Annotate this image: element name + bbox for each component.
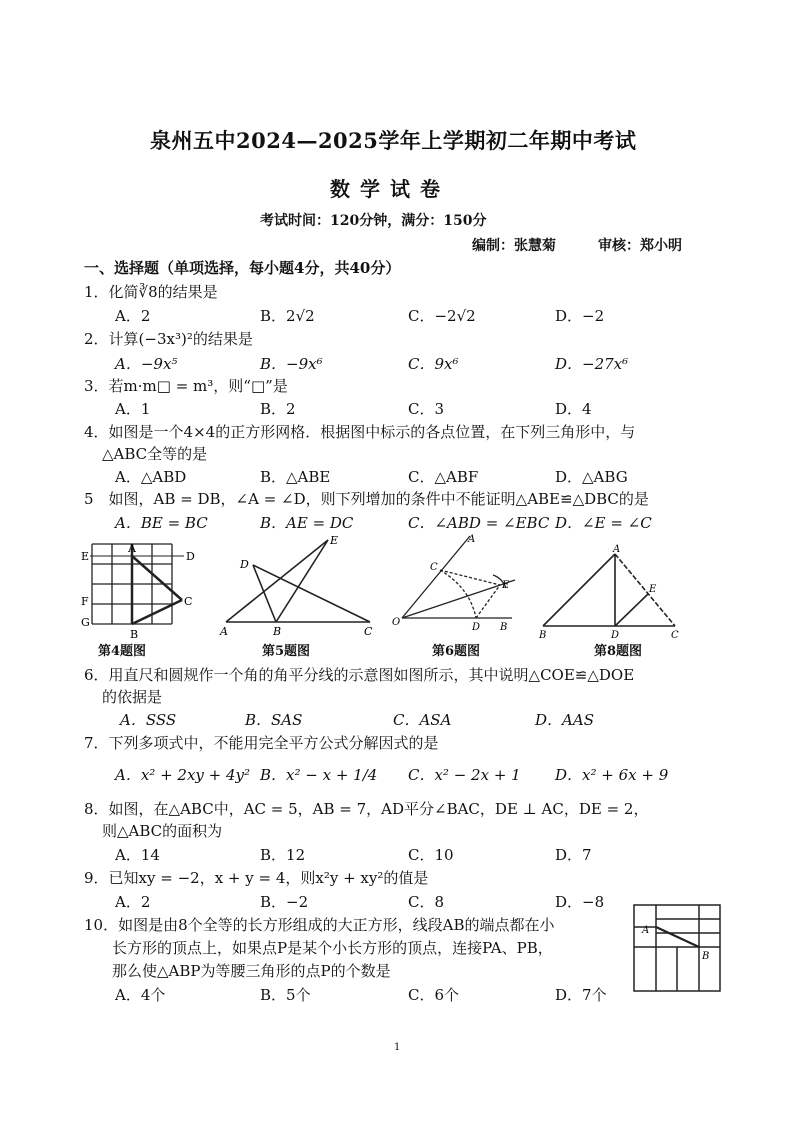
q3-option-d: D．4 xyxy=(555,400,592,418)
fig6-label-c: C xyxy=(430,562,438,573)
q6-option-c: C．ASA xyxy=(393,711,452,729)
fig5-label-b: B xyxy=(273,625,282,638)
fig4-label-a: A xyxy=(128,542,136,555)
fig8-label-a: A xyxy=(613,544,621,555)
question-4-line-2: △ABC全等的是 xyxy=(102,445,208,463)
q1-option-c: C．−2√2 xyxy=(408,307,476,325)
q1-option-d: D．−2 xyxy=(555,307,605,325)
fig4-label-d: D xyxy=(186,550,195,563)
question-10-line-3: 那么使△ABP为等腰三角形的点P的个数是 xyxy=(112,962,391,980)
q7-option-d: D．x² + 6x + 9 xyxy=(555,766,669,784)
q5-option-d: D．∠E = ∠C xyxy=(555,514,652,532)
fig10-label-b: B xyxy=(702,951,710,962)
q9-option-d: D．−8 xyxy=(555,893,605,911)
q3-option-c: C．3 xyxy=(408,400,445,418)
fig4-label-f: F xyxy=(81,595,89,608)
fig10-label-a: A xyxy=(642,925,650,936)
question-6-line-2: 的依据是 xyxy=(102,688,163,706)
q2-option-d: D．−27x⁶ xyxy=(555,355,629,373)
q1-option-b: B．2√2 xyxy=(260,307,315,325)
page-number: 1 xyxy=(394,1042,401,1053)
question-6-line-1: 6．用直尺和圆规作一个角的角平分线的示意图如图所示，其中说明△COE≌△DOE xyxy=(84,666,635,684)
q10-option-d: D．7个 xyxy=(555,986,607,1004)
figure-8-caption: 第8题图 xyxy=(594,644,643,659)
fig8-label-c: C xyxy=(671,630,679,640)
fig6-label-o: O xyxy=(392,617,401,628)
question-5: 5 如图，AB = DB，∠A = ∠D，则下列增加的条件中不能证明△ABE≌△DBC的是 xyxy=(84,490,649,508)
q4-option-d: D．△ABG xyxy=(555,468,628,486)
reviewer-credit: 审核：郑小明 xyxy=(598,238,682,254)
question-9: 9．已知xy = −2，x + y = 4，则x²y + xy²的值是 xyxy=(84,869,429,887)
q8-option-b: B．12 xyxy=(260,846,306,864)
q6-option-d: D．AAS xyxy=(535,711,594,729)
question-1: 1．化简∛8的结果是 xyxy=(84,283,218,301)
exam-time-score: 考试时间：120分钟，满分：150分 xyxy=(260,213,487,229)
q8-option-c: C．10 xyxy=(408,846,454,864)
q7-option-a: A．x² + 2xy + 4y² xyxy=(115,766,251,784)
q7-option-b: B．x² − x + 1/4 xyxy=(260,766,378,784)
fig8-label-b: B xyxy=(539,630,547,640)
question-8-line-2: 则△ABC的面积为 xyxy=(102,822,223,840)
fig4-label-g: G xyxy=(81,616,90,629)
fig4-label-e: E xyxy=(81,550,90,563)
question-7: 7．下列多项式中，不能用完全平方公式分解因式的是 xyxy=(84,734,439,752)
fig8-label-e: E xyxy=(649,584,657,595)
q4-option-b: B．△ABE xyxy=(260,468,331,486)
fig5-label-c: C xyxy=(364,625,373,638)
fig5-label-e: E xyxy=(330,534,339,547)
q6-option-a: A．SSS xyxy=(120,711,177,729)
q3-option-a: A．1 xyxy=(115,400,151,418)
q10-option-a: A．4个 xyxy=(115,986,166,1004)
exam-subject: 数学试卷 xyxy=(330,177,450,201)
q4-option-c: C．△ABF xyxy=(408,468,479,486)
q3-option-b: B．2 xyxy=(260,400,296,418)
figure-6-angle-bisector xyxy=(390,530,520,640)
q8-option-a: A．14 xyxy=(115,846,160,864)
fig8-label-d: D xyxy=(611,630,620,640)
section-title: 一、选择题（单项选择，每小题4分，共40分） xyxy=(84,259,401,277)
question-4-line-1: 4．如图是一个4×4的正方形网格．根据图中标示的各点位置，在下列三角形中，与 xyxy=(84,423,636,441)
q2-option-c: C．9x⁶ xyxy=(408,355,459,373)
q9-option-c: C．8 xyxy=(408,893,445,911)
question-8-line-1: 8．如图，在△ABC中，AC = 5，AB = 7，AD平分∠BAC，DE ⊥ AC，DE = 2， xyxy=(84,800,649,818)
fig5-label-d: D xyxy=(240,558,249,571)
question-10-line-1: 10．如图是由8个全等的长方形组成的大正方形，线段AB的端点都在小 xyxy=(84,916,555,934)
figure-8-triangle xyxy=(535,540,685,640)
fig4-label-c: C xyxy=(184,595,193,608)
exam-title: 泉州五中2024—2025学年上学期初二年期中考试 xyxy=(150,128,637,153)
figure-5-caption: 第5题图 xyxy=(262,644,311,659)
figure-4-caption: 第4题图 xyxy=(98,644,147,659)
figure-5-triangles xyxy=(218,532,378,640)
editor-credit: 编制：张慧菊 xyxy=(472,238,556,254)
fig4-label-b: B xyxy=(130,628,139,641)
q10-option-b: B．5个 xyxy=(260,986,311,1004)
fig6-label-a: A xyxy=(468,534,476,545)
q8-option-d: D．7 xyxy=(555,846,592,864)
q6-option-b: B．SAS xyxy=(245,711,303,729)
fig6-label-d: D xyxy=(472,622,481,633)
fig5-label-a: A xyxy=(220,625,228,638)
question-10-line-2: 长方形的顶点上，如果点P是某个小长方形的顶点，连接PA、PB， xyxy=(112,939,553,957)
q9-option-a: A．2 xyxy=(115,893,151,911)
figure-6-caption: 第6题图 xyxy=(432,644,481,659)
q2-option-b: B．−9x⁶ xyxy=(260,355,323,373)
q4-option-a: A．△ABD xyxy=(115,468,187,486)
q10-option-c: C．6个 xyxy=(408,986,460,1004)
q9-option-b: B．−2 xyxy=(260,893,309,911)
q7-option-c: C．x² − 2x + 1 xyxy=(408,766,521,784)
q5-option-b: B．AE = DC xyxy=(260,514,354,532)
q5-option-c: C．∠ABD = ∠EBC xyxy=(408,514,550,532)
figure-10-rectangles xyxy=(632,903,724,995)
figure-4-grid xyxy=(78,534,203,642)
fig6-label-b: B xyxy=(500,622,508,633)
question-2: 2．计算(−3x³)²的结果是 xyxy=(84,330,253,348)
fig6-label-e: E xyxy=(502,580,510,591)
q1-option-a: A．2 xyxy=(115,307,151,325)
question-3: 3．若m·m□ = m³，则“□”是 xyxy=(84,377,288,395)
q2-option-a: A．−9x⁵ xyxy=(115,355,178,373)
q5-option-a: A．BE = BC xyxy=(115,514,208,532)
